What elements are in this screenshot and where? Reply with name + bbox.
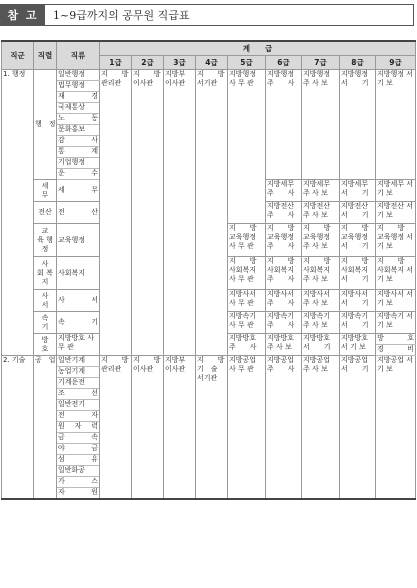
kind-cell: 야 금: [57, 444, 100, 455]
grade-cell-6: 지방전산 주 사: [266, 202, 302, 224]
table-row: [2, 70, 416, 81]
kind-cell: 일반행정: [57, 70, 100, 81]
series-cell: 사 서: [34, 290, 57, 312]
grade-cell-5: 지방속기 사 무 관: [228, 312, 266, 334]
series-cell: 속 기: [34, 312, 57, 334]
kind-cell: 전 산: [57, 202, 100, 224]
grade-cell-3: 지방부 이사관: [164, 356, 196, 499]
header-row-1: [2, 41, 416, 56]
grade-cell-8: 지 방 사회복지 서 기: [340, 257, 376, 290]
grade-table: [1, 40, 416, 500]
kind-cell: 감 사: [57, 136, 100, 147]
grade-cell-9: 지방전산 서 기 보: [376, 202, 416, 224]
kind-cell: 재 경: [57, 92, 100, 103]
grade-cell-6: 지방사서 주 사: [266, 290, 302, 312]
kind-cell: 원 자 력: [57, 422, 100, 433]
grade-cell-9: 지방공업 서 기 보: [376, 356, 416, 499]
kind-cell: 통 계: [57, 147, 100, 158]
grade-cell-8: 지방세무 서 기: [340, 180, 376, 202]
kind-cell: 기계운전: [57, 378, 100, 389]
col-header-grades: 계 급: [100, 41, 416, 56]
grade-cell-6: 지 방 사회복지 주 사: [266, 257, 302, 290]
grade-cell-7: 지 방 사회복지 주 사 보: [302, 257, 340, 290]
group-cell: 2. 기술: [2, 356, 34, 499]
kind-cell: 자 원: [57, 488, 100, 499]
kind-cell: 일반화공: [57, 466, 100, 477]
grade-cell-4: 지 방 서기관: [196, 70, 228, 356]
grade-cell-1: 지 방 관리관: [100, 70, 132, 356]
kind-cell: 노 동: [57, 114, 100, 125]
grade-cell-6: 지방공업 주 사: [266, 356, 302, 499]
grade-cell-2: 지 방 이사관: [132, 356, 164, 499]
grade-cell-9: 지방방호 서 기 보: [340, 334, 376, 356]
grade-cell-6: 지방행정 주 사: [266, 70, 302, 180]
grade-cell-7: 지방사서 주 사 보: [302, 290, 340, 312]
grade-cell-9: 지방행정 서 기 보: [376, 70, 416, 180]
grade-header: 4급: [196, 56, 228, 70]
grade-header: 1급: [100, 56, 132, 70]
grade-cell-7: 지방행정 주 사 보: [302, 70, 340, 180]
grade-header: 6급: [266, 56, 302, 70]
series-cell: 전산: [34, 202, 57, 224]
grade-cell-9: 지방세무 서 기 보: [376, 180, 416, 202]
grade-cell-7: 지 방 교육행정 주 사 보: [302, 224, 340, 257]
series-cell: 세 무: [34, 180, 57, 202]
kind-cell: 속 기: [57, 312, 100, 334]
kind-cell: 세 무: [57, 180, 100, 202]
grade-cell-6: 지 방 교육행정 주 사: [266, 224, 302, 257]
kind-cell: 일반기계: [57, 356, 100, 367]
grade-cell-9: 지 방 사회복지 서 기 보: [376, 257, 416, 290]
kind-cell: 사 서: [57, 290, 100, 312]
grade-cell-4: 지 방 기 술 서기관: [196, 356, 228, 499]
col-header-group: 직군: [2, 41, 34, 70]
kind-cell: 사회복지: [57, 257, 100, 290]
series-cell: 행 정: [34, 70, 57, 180]
kind-cell: 농업기계: [57, 367, 100, 378]
kind-cell: 조 선: [57, 389, 100, 400]
grade-cell-5: 지방공업 사 무 관: [228, 356, 266, 499]
grade-cell-5: 지 방 교육행정 사 무 관: [228, 224, 266, 257]
grade-cell-8: 지방속기 서 기: [340, 312, 376, 334]
grade-cell-9: 지방사서 서 기 보: [376, 290, 416, 312]
kind-cell: 기업행정: [57, 158, 100, 169]
grade-cell-3: 지방부 이사관: [164, 70, 196, 356]
grade-cell-5: 지방방호 사 무 관: [57, 334, 100, 356]
kind-cell: 법무행정: [57, 81, 100, 92]
grade-cell-5: 지방사서 사 무 관: [228, 290, 266, 312]
grade-cell-7: 지방전산 주 사 보: [302, 202, 340, 224]
table-row: [2, 356, 416, 367]
series-cell: 교 육 행 정: [34, 224, 57, 257]
grade-cell-9: 지방속기 서 기 보: [376, 312, 416, 334]
kind-cell: 운 수: [57, 169, 100, 180]
grade-cell-1: 지 방 관리관: [100, 356, 132, 499]
page-title: 1~9급까지의 공무원 직급표: [53, 9, 190, 22]
grade-cell-9: 지 방 교육행정 서 기 보: [376, 224, 416, 257]
reference-badge: 참 고: [1, 5, 45, 25]
kind-cell: 방 호: [376, 334, 416, 345]
grade-cell-2: 지 방 이사관: [132, 70, 164, 356]
series-cell: 사 회 복 지: [34, 257, 57, 290]
grade-header: 2급: [132, 56, 164, 70]
kind-cell: 섬 유: [57, 455, 100, 466]
grade-cell-7: 지방속기 주 사 보: [302, 312, 340, 334]
kind-cell: 금 속: [57, 433, 100, 444]
grade-cell-8: 지방행정 서 기: [340, 70, 376, 180]
grade-header: 7급: [302, 56, 340, 70]
grade-cell-6: 지방속기 주 사: [266, 312, 302, 334]
kind-cell: 전 자: [57, 411, 100, 422]
grade-cell-5: 지방행정 사 무 관: [228, 70, 266, 224]
grade-cell-6: 지방방호 주 사: [228, 334, 266, 356]
group-cell: 1. 행정: [2, 70, 34, 356]
series-cell: 방 호: [34, 334, 57, 356]
kind-cell: 문화홍보: [57, 125, 100, 136]
kind-cell: 일반전기: [57, 400, 100, 411]
grade-cell-7: 지방세무 주 사 보: [302, 180, 340, 202]
grade-cell-8: 지방방호 서 기: [302, 334, 340, 356]
grade-cell-8: 지방공업 서 기: [340, 356, 376, 499]
kind-cell: 가 스: [57, 477, 100, 488]
kind-cell: 교육행정: [57, 224, 100, 257]
kind-cell: 경 비: [376, 345, 416, 356]
title-bar: [0, 4, 414, 26]
grade-cell-5: 지 방 사회복지 사 무 관: [228, 257, 266, 290]
grade-header: 5급: [228, 56, 266, 70]
grade-header: 9급: [376, 56, 416, 70]
grade-cell-7: 지방방호 주 사 보: [266, 334, 302, 356]
kind-cell: 국제통상: [57, 103, 100, 114]
col-header-kind: 직류: [57, 41, 100, 70]
col-header-series: 직렬: [34, 41, 57, 70]
grade-header: 3급: [164, 56, 196, 70]
grade-cell-8: 지방사서 서 기: [340, 290, 376, 312]
series-cell: 공 업: [34, 356, 57, 499]
grade-cell-6: 지방세무 주 사: [266, 180, 302, 202]
grade-cell-7: 지방공업 주 사 보: [302, 356, 340, 499]
grade-header: 8급: [340, 56, 376, 70]
grade-cell-8: 지방전산 서 기: [340, 202, 376, 224]
grade-cell-8: 지 방 교육행정 서 기: [340, 224, 376, 257]
